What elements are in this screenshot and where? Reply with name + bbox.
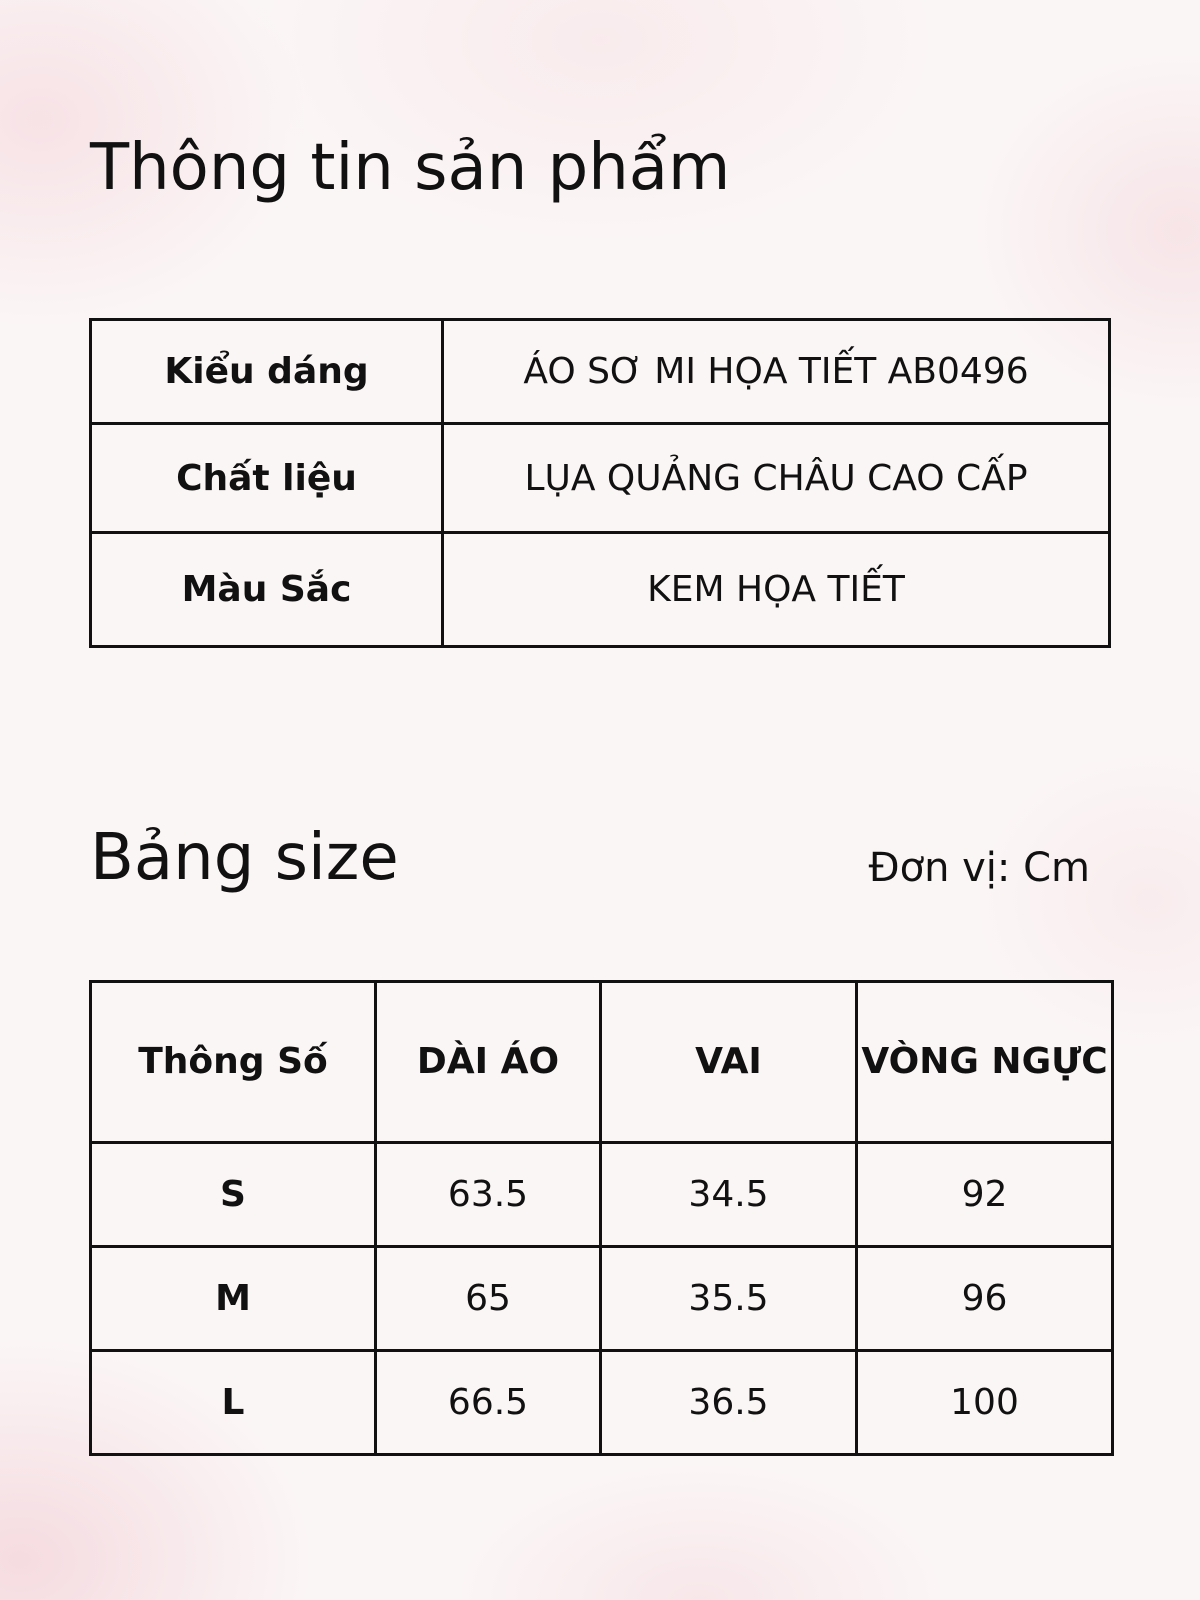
- chest-cell: 92: [857, 1143, 1113, 1247]
- chest-cell: 100: [857, 1351, 1113, 1455]
- table-row: [91, 533, 1110, 647]
- size-label: S: [91, 1143, 376, 1247]
- info-value-material: LỤA QUẢNG CHÂU CAO CẤP: [443, 424, 1110, 533]
- info-label-style: Kiểu dáng: [91, 320, 443, 424]
- table-header-row: [91, 982, 1113, 1143]
- table-row: [91, 1247, 1113, 1351]
- size-label: L: [91, 1351, 376, 1455]
- table-row: [91, 1143, 1113, 1247]
- size-label: M: [91, 1247, 376, 1351]
- table-row: [91, 1351, 1113, 1455]
- product-info-title: Thông tin sản phẩm: [90, 131, 731, 205]
- table-row: [91, 320, 1110, 424]
- size-chart-title: Bảng size: [90, 821, 399, 895]
- shoulder-cell: 34.5: [601, 1143, 857, 1247]
- header-spec: Thông Số: [91, 982, 376, 1143]
- info-value-color: KEM HỌA TIẾT: [443, 533, 1110, 647]
- chest-cell: 96: [857, 1247, 1113, 1351]
- length-cell: 63.5: [376, 1143, 601, 1247]
- info-label-color: Màu Sắc: [91, 533, 443, 647]
- header-chest: VÒNG NGỰC: [857, 982, 1113, 1143]
- info-value-style: ÁO SƠ MI HỌA TIẾT AB0496: [443, 320, 1110, 424]
- shoulder-cell: 35.5: [601, 1247, 857, 1351]
- length-cell: 65: [376, 1247, 601, 1351]
- info-label-material: Chất liệu: [91, 424, 443, 533]
- length-cell: 66.5: [376, 1351, 601, 1455]
- unit-label: Đơn vị: Cm: [868, 845, 1090, 891]
- table-row: [91, 424, 1110, 533]
- shoulder-cell: 36.5: [601, 1351, 857, 1455]
- header-shoulder: VAI: [601, 982, 857, 1143]
- size-chart-table: [89, 980, 1114, 1456]
- header-length: DÀI ÁO: [376, 982, 601, 1143]
- product-info-table: [89, 318, 1111, 648]
